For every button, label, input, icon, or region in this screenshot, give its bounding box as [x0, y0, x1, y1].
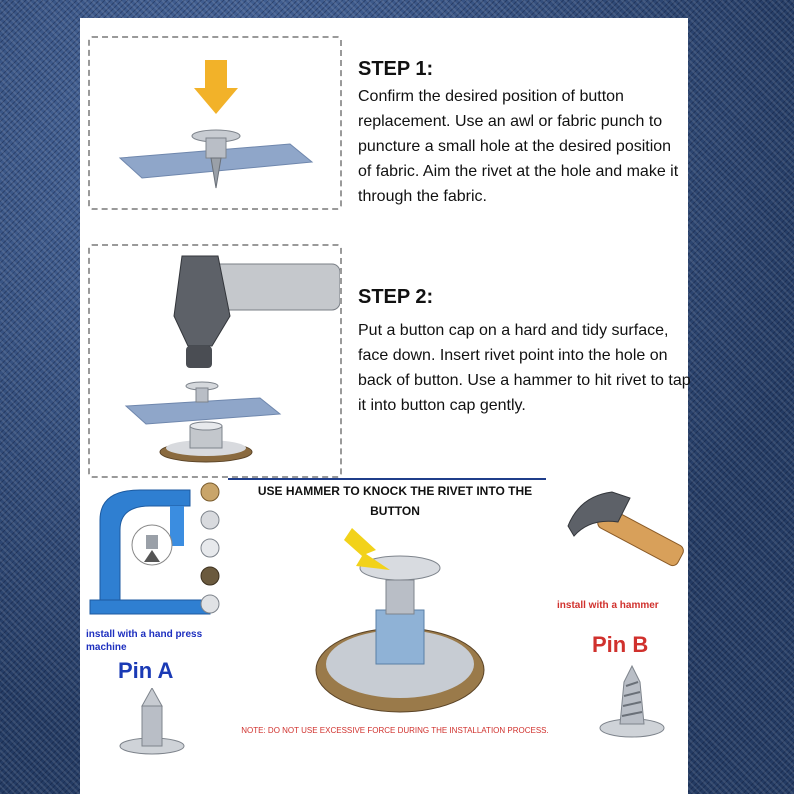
step1-description: Confirm the desired position of button replacement. Use an awl or fabric punch to puncture a small hole at the desired position of fabric. Aim the rivet at the hole and make it through the fabric. — [358, 88, 679, 205]
button-sample-icon — [201, 511, 219, 529]
step1-illustration — [88, 36, 342, 210]
rivet-icon — [386, 580, 414, 614]
button-sample-icon — [201, 595, 219, 613]
rivet-insert-illustration — [90, 38, 340, 208]
step1-title: STEP 1: — [358, 58, 434, 80]
hammer-instruction-title: USE HAMMER TO KNOCK THE RIVET INTO THE BUTTON — [257, 484, 533, 518]
down-arrow-icon — [194, 60, 238, 114]
pin-b-screw-illustration — [592, 662, 672, 742]
pin-a-rivet-illustration — [112, 688, 192, 758]
section-divider — [228, 478, 546, 480]
rivet-button-closeup — [300, 520, 500, 720]
pin-a-label: Pin A — [118, 658, 174, 683]
step2-illustration — [88, 244, 342, 478]
caution-note: NOTE: DO NOT USE EXCESSIVE FORCE DURING THE INSTALLATION PROCESS. — [241, 726, 549, 735]
button-samples-illustration — [192, 480, 228, 630]
hand-press-label: install with a hand press machine — [86, 629, 203, 653]
hammer-install-label: install with a hammer — [557, 600, 659, 611]
pin-b-label: Pin B — [592, 632, 649, 657]
button-sample-icon — [201, 539, 219, 557]
hammer-icon — [560, 478, 690, 588]
button-sample-icon — [201, 483, 219, 501]
hammer-rivet-illustration — [90, 246, 340, 476]
button-cap-icon — [160, 422, 252, 462]
button-sample-icon — [201, 567, 219, 585]
step2-title: STEP 2: — [358, 286, 434, 308]
hammer-icon — [174, 256, 340, 368]
rivet-icon — [186, 382, 218, 402]
step2-description: Put a button cap on a hard and tidy surface, face down. Insert rivet point into the hole on back of button. Use a hammer to hit rivet to tap it into button cap gently. — [358, 322, 691, 414]
